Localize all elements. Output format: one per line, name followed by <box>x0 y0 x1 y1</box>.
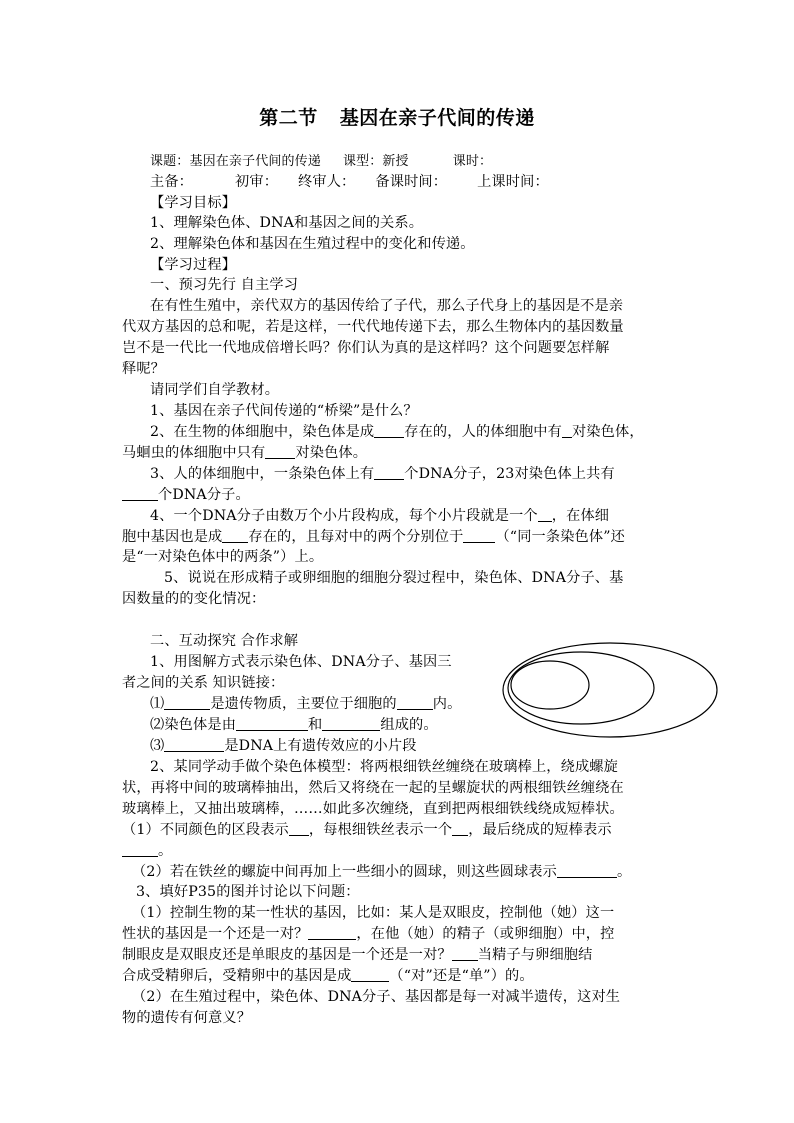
part-3: 3、填好P35的图并讨论以下问题： <box>136 884 360 900</box>
objectives-heading: 【学习目标】 <box>150 195 237 211</box>
answer-blank[interactable] <box>374 423 404 438</box>
inner-ellipse <box>511 661 589 709</box>
part-2-line: 玻璃棒上，又抽出玻璃棒，……如此多次缠绕，直到把两根细铁线绕成短棒状。 <box>122 801 624 817</box>
section-2-heading: 二、互动探究 合作求解 <box>150 633 299 649</box>
question-3-cont: 个DNA分子。 <box>122 485 682 505</box>
answer-blank[interactable] <box>122 486 158 501</box>
question-5: 5、说说在形成精子或卵细胞的细胞分裂过程中，染色体、DNA分子、基 <box>164 570 624 586</box>
answer-blank[interactable] <box>164 737 224 752</box>
answer-blank[interactable] <box>463 528 495 543</box>
discussion-1-cont: 制眼皮是双眼皮还是单眼皮的基因是一个还是一对？ 当精子与卵细胞结 <box>122 947 593 963</box>
lesson-type-label: 课型：新授 <box>342 154 409 169</box>
intro-line: 代双方基因的总和呢，若是这样，一代代地传递下去，那么生物体内的基因数量 <box>122 319 624 335</box>
part-2-line: 状，再将中间的玻璃棒抽出，然后又将绕在一起的呈螺旋状的两根细铁丝缠绕在 <box>122 780 624 796</box>
part-2-line: 2、某同学动手做个染色体模型：将两根细铁丝缠绕在玻璃棒上，绕成螺旋 <box>150 759 618 775</box>
first-review-label: 初审： <box>235 174 279 190</box>
period-label: 课时： <box>452 154 493 169</box>
answer-blank[interactable] <box>557 863 617 878</box>
answer-blank[interactable] <box>289 821 309 836</box>
answer-blank[interactable] <box>122 842 158 857</box>
question-3: 3、人的体细胞中，一条染色体上有 个DNA分子，23对染色体上共有 <box>150 466 615 482</box>
question-2-cont: 马蛔虫的体细胞中只有 对染色体。 <box>122 445 368 461</box>
answer-blank[interactable] <box>452 946 478 961</box>
process-heading: 【学习过程】 <box>150 257 237 273</box>
nested-ellipses-diagram <box>500 640 720 740</box>
answer-blank[interactable] <box>538 507 552 522</box>
answer-blank[interactable] <box>351 967 389 982</box>
discussion-1: （1）控制生物的某一性状的基因，比如：某人是双眼皮，控制他（她）这一 <box>132 905 615 921</box>
part-1: 1、用图解方式表示染色体、DNA分子、基因三 <box>150 654 452 670</box>
topic-label: 课题：基因在亲子代间的传递 <box>150 154 321 169</box>
model-question-1: （1）不同颜色的区段表示 ，每根细铁丝表示一个 ，最后绕成的短棒表示 <box>122 822 612 838</box>
answer-blank[interactable] <box>222 528 248 543</box>
answer-blank[interactable] <box>236 716 308 731</box>
middle-ellipse <box>508 652 654 724</box>
header-line-2 <box>150 172 710 192</box>
question-5-cont: 因数量的的变化情况： <box>122 591 266 607</box>
objective-item: 1、理解染色体、DNA和基因之间的关系。 <box>150 215 424 231</box>
knowledge-2: ⑵染色体是由 和 组成的。 <box>150 717 438 733</box>
knowledge-3: ⑶ 是DNA上有遗传效应的小片段 <box>150 738 417 754</box>
question-4-cont: 胞中基因也是成 存在的，且每对中的两个分别位于 （“同一条染色体”还 <box>122 529 625 545</box>
discussion-2: （2）在生殖过程中，染色体、DNA分子、基因都是每一对减半遗传，这对生 <box>132 989 621 1005</box>
intro-line: 释呢？ <box>122 361 166 377</box>
answer-blank[interactable] <box>397 695 433 710</box>
model-question-1-cont: 。 <box>122 841 682 861</box>
discussion-2-cont: 物的遗传有何意义？ <box>122 1010 252 1026</box>
answer-blank[interactable] <box>308 925 356 940</box>
title-topic: 基因在亲子代间的传递 <box>339 107 535 129</box>
objective-item: 2、理解染色体和基因在生殖过程中的变化和传递。 <box>150 236 475 252</box>
answer-blank[interactable] <box>164 695 210 710</box>
header-line-1 <box>150 152 710 172</box>
main-preparer-label: 主备： <box>150 174 194 190</box>
class-time-label: 上课时间： <box>477 174 549 190</box>
answer-blank[interactable] <box>374 465 404 480</box>
model-question-2: （2）若在铁丝的螺旋中间再加上一些细小的圆球，则这些圆球表示 。 <box>132 864 632 880</box>
intro-line: 在有性生殖中，亲代双方的基因传给了子代，那么子代身上的基因是不是亲 <box>150 298 624 314</box>
question-2: 2、在生物的体细胞中，染色体是成 存在的，人的体细胞中有 对染色体， <box>150 424 644 440</box>
discussion-1-cont: 合成受精卵后，受精卵中的基因是成 （“对”还是“单”）的。 <box>122 968 534 984</box>
section-1-heading: 一、预习先行 自主学习 <box>150 277 299 293</box>
question-4-cont: 是“一对染色体中的两条”）上。 <box>122 549 324 565</box>
answer-blank[interactable] <box>452 821 468 836</box>
instruction: 请同学们自学教材。 <box>150 382 280 398</box>
prep-time-label: 备课时间： <box>375 174 448 190</box>
title-section: 第二节 <box>259 107 318 129</box>
page-title <box>0 103 794 130</box>
final-review-label: 终审人： <box>298 174 356 190</box>
answer-blank[interactable] <box>322 716 380 731</box>
answer-blank[interactable] <box>562 423 572 438</box>
question-1: 1、基因在亲子代间传递的“桥梁”是什么？ <box>150 403 418 419</box>
question-4: 4、一个DNA分子由数万个小片段构成，每个小片段就是一个 ，在体细 <box>150 508 610 524</box>
discussion-1-cont: 性状的基因是一个还是一对？ ，在他（她）的精子（或卵细胞）中，控 <box>122 926 615 942</box>
part-1-cont: 者之间的关系 知识链接： <box>122 675 285 691</box>
intro-line: 岂不是一代比一代地成倍增长吗？你们认为真的是这样吗？这个问题要怎样解 <box>122 340 610 356</box>
knowledge-1: ⑴ 是遗传物质，主要位于细胞的 内。 <box>150 696 462 712</box>
answer-blank[interactable] <box>265 444 295 459</box>
outer-ellipse <box>503 643 717 737</box>
